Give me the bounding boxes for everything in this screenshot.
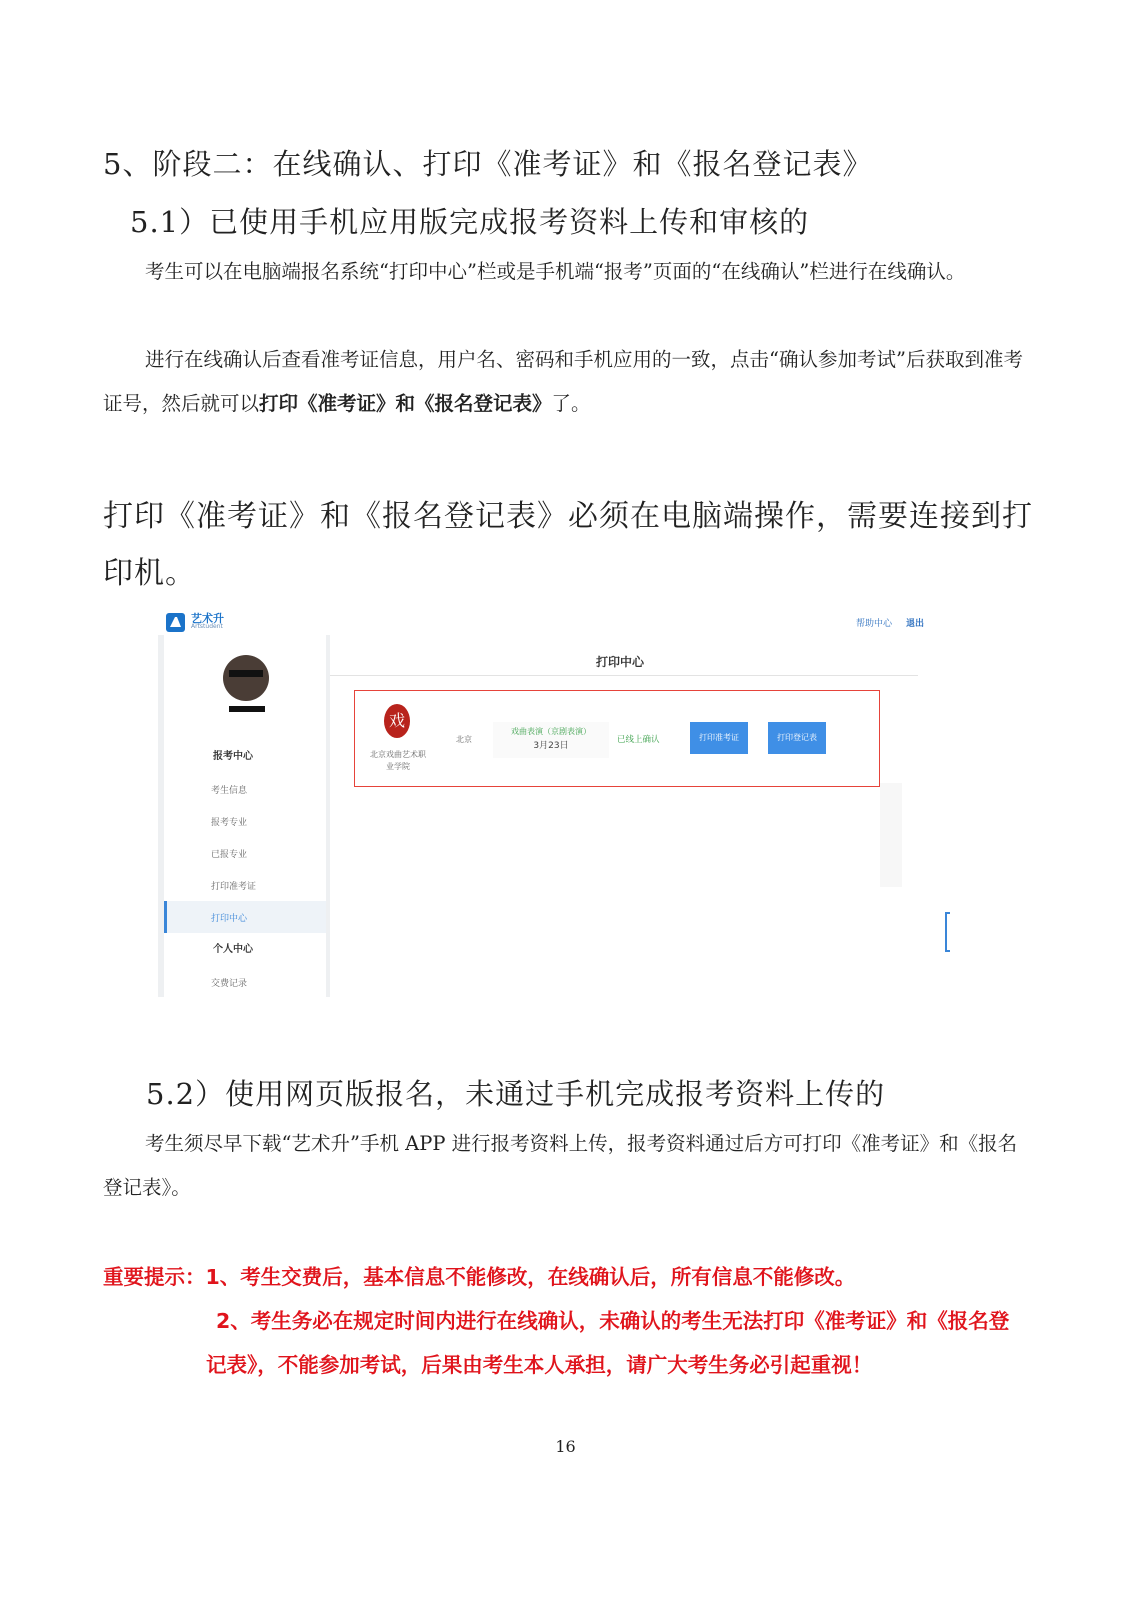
print-note: 打印《准考证》和《报名登记表》必须在电脑端操作，需要连接到打印机。 [103, 499, 1033, 591]
school-name: 北京戏曲艺术职业学院 [370, 750, 426, 771]
app-top-bar [158, 605, 950, 635]
panel-divider [330, 675, 918, 676]
section-heading-5-1: 5.1）已使用手机应用版完成报考资料上传和审核的 [130, 205, 810, 239]
sidebar-item-print-center-label: 打印中心 [211, 914, 248, 924]
important-notice-1: 重要提示：1、考生交费后，基本信息不能修改，在线确认后，所有信息不能修改。 [103, 1265, 856, 1289]
paragraph-confirm-steps-end: 了。 [551, 392, 591, 415]
logo-name: 艺术升 [191, 612, 224, 625]
print-center-screenshot [158, 605, 950, 997]
sidebar-item-apply-major[interactable]: 报考专业 [211, 818, 248, 828]
print-admission-ticket-button[interactable]: 打印准考证 [690, 722, 748, 754]
sidebar [164, 635, 326, 997]
sidebar-section-apply: 报考中心 [213, 751, 253, 762]
sidebar-item-student-info[interactable]: 考生信息 [211, 786, 248, 796]
paragraph-confirm-steps [103, 338, 1028, 426]
paragraph-web-registration: 考生须尽早下载“艺术升”手机 APP 进行报考资料上传，报考资料通过后方可打印《准考证》和《报名登记表》。 [103, 1132, 1018, 1199]
side-float-tab[interactable] [945, 912, 950, 952]
school-seal-logo: 戏 [384, 704, 410, 738]
username-redaction-bar [229, 706, 265, 712]
logo-subtitle: Artstudent [191, 623, 223, 630]
paragraph-online-confirm: 考生可以在电脑端报名系统“打印中心”栏或是手机端“报考”页面的“在线确认”栏进行在线确认。 [145, 260, 966, 283]
section-heading-5-2: 5.2）使用网页版报名，未通过手机完成报考资料上传的 [146, 1077, 886, 1111]
sidebar-item-print-admission[interactable]: 打印准考证 [211, 882, 257, 892]
page-number: 16 [555, 1437, 576, 1456]
section-heading-5: 5、阶段二：在线确认、打印《准考证》和《报名登记表》 [103, 147, 873, 181]
print-registration-form-button[interactable]: 打印登记表 [768, 722, 826, 754]
important-notice-2: 2、考生务必在规定时间内进行在线确认，未确认的考生无法打印《准考证》和《报名登记表》，不能参加考试，后果由考生本人承担，请广大考生务必引起重视！ [206, 1309, 1010, 1377]
sidebar-section-personal: 个人中心 [213, 944, 253, 955]
confirm-status: 已线上确认 [617, 735, 660, 745]
major-name: 戏曲表演（京剧表演） [511, 727, 591, 736]
avatar-redaction-bar [229, 670, 263, 677]
panel-title: 打印中心 [595, 655, 644, 669]
logo-icon [166, 613, 185, 632]
logout-link[interactable]: 退出 [906, 619, 925, 629]
help-center-link[interactable]: 帮助中心 [856, 619, 893, 629]
print-center-panel [330, 635, 950, 997]
exam-date: 3月23日 [533, 741, 569, 751]
major-cell [493, 722, 609, 758]
sidebar-item-print-center[interactable] [164, 901, 326, 933]
paragraph-confirm-steps-start: 进行在线确认后查看准考证信息，用户名、密码和手机应用的一致，点击“确认参加考试”后获取到准考证号，然后就可以 [103, 348, 1023, 415]
avatar [223, 655, 269, 701]
sidebar-item-payment-records[interactable]: 交费记录 [211, 979, 248, 989]
exam-city: 北京 [456, 735, 472, 744]
paragraph-confirm-steps-bold: 打印《准考证》和《报名登记表》 [259, 392, 552, 415]
exam-record-row [354, 690, 880, 787]
sidebar-item-applied-majors[interactable]: 已报专业 [211, 850, 248, 860]
scrollbar[interactable] [880, 783, 902, 887]
